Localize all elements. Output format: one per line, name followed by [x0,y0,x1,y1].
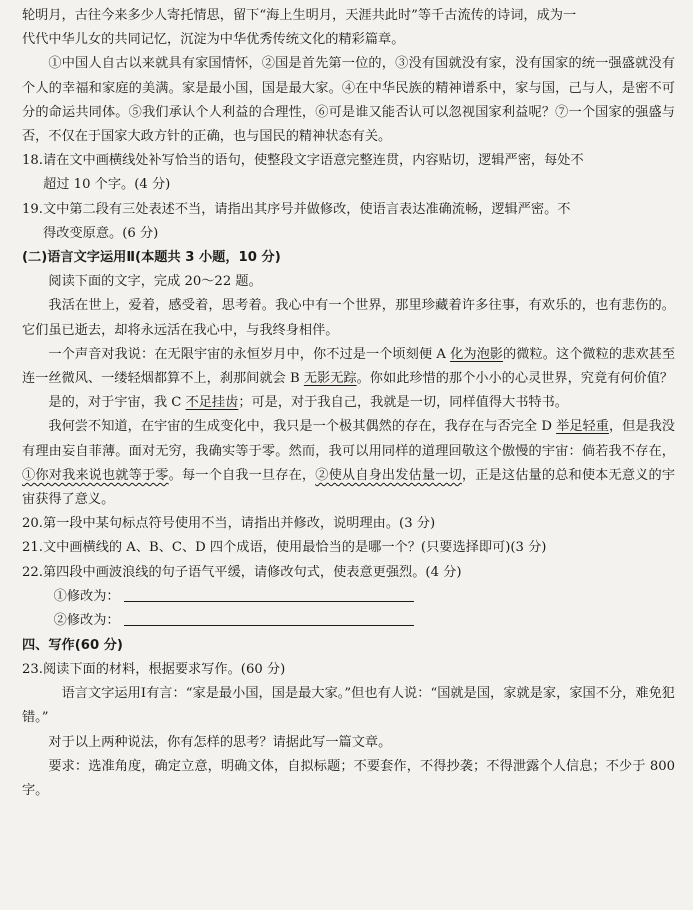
text-run: 的微粒。这个微粒的悲欢甚至连一丝微风、一缕轻烟都算不上，刹那间就会 B [22,346,676,387]
question-text: 阅读下面的材料，根据要求写作。(60 分) [42,662,286,678]
text-run: ；可是，对于我自己，我就是一切，同样值得大书特书。 [238,395,568,411]
section-4-title: 四、写作(60 分) [22,637,123,653]
passage1-paragraph2: ①中国人自古以来就具有家国情怀，②国是首先第一位的，③没有国就没有家，没有国家的统一强盛就没有个人的幸福和家庭的美满。家是最小国，国是最大家。④在中华民族的精神谱系中，家与国，己与人，是密不可分的命运共同体。⑤我们承认个人利益的合理性，⑥可是谁又能否认可以忽视国家利益呢？⑦一个国家的强盛与否，不仅在于国家大政方针的正确，也与国民的精神状态有关。 [22,56,675,145]
answer-row-2 [22,609,675,634]
passage1-line1: 轮明月，古往今来多少人寄托情思，留下“海上生明月，天涯共此时”等千古流传的诗词，成为一 [22,8,577,23]
question-20 [22,512,675,536]
idiom-c: 不足挂齿 [185,395,239,411]
question-23 [22,658,675,682]
text-run: 一个声音对我说：在无限宇宙的永恒岁月中，你不过是一个顷刻便 A [48,346,451,362]
section-2-intro: 阅读下面的文字，完成 20～22 题。 [48,274,262,290]
question-18 [22,149,675,197]
question-number: 20. [22,516,43,532]
question-22 [22,561,675,585]
question-text: 文中画横线的 A、B、C、D 四个成语，使用最恰当的是哪一个？(只要选择即可)(3 分) [42,540,547,556]
text-run: 我何尝不知道，在宇宙的生成变化中，我只是一个极其偶然的存在，我存在与否完全 D [48,419,557,435]
question-text: 文中第二段有三处表述不当，请指出其序号并做修改，使语言表达准确流畅，逻辑严密。不 [42,201,571,217]
question-text: 第四段中画波浪线的句子语气平缓，请修改句式，使表意更强烈。(4 分) [42,564,462,580]
question-text: 第一段中某句标点符号使用不当，请指出并修改，说明理由。(3 分) [42,516,436,532]
question-21 [22,536,675,560]
idiom-d: 举足轻重 [556,419,609,435]
idiom-a: 化为泡影 [450,346,504,362]
answer-label: ②修改为： [53,613,120,629]
question-text-cont: 得改变原意。(6 分) [43,225,159,241]
answer-label: ①修改为： [53,588,120,604]
passage2-paragraph1: 我活在世上，爱着，感受着，思考着。我心中有一个世界，那里珍藏着许多往事，有欢乐的，也有悲伤的。它们虽已逝去，却将永远活在我心中，与我终身相伴。 [22,298,675,338]
text-run: 。每一个自我一旦存在， [168,467,316,483]
writing-prompt: 对于以上两种说法，你有怎样的思考？请据此写一篇文章。 [48,734,392,750]
passage1-line2: 代代中华儿女的共同记忆，沉淀为中华优秀传统文化的精彩篇章。 [22,32,405,48]
question-number: 23. [22,662,43,678]
wavy-sentence-2: ②使从自身出发估量一切 [315,467,462,483]
question-text-cont: 超过 10 个字。(4 分) [43,177,171,193]
writing-material: 语言文字运用Ⅰ有言：“家是最小国，国是最大家。”但也有人说：“国就是国，家就是家，家国不分，难免犯错。” [22,686,675,726]
passage2-paragraph4 [22,415,675,512]
wavy-sentence-1: ①你对我来说也就等于零 [22,467,169,483]
passage2-paragraph2 [22,343,675,391]
question-number: 22. [22,564,43,580]
question-number: 19. [22,201,43,217]
text-run: 。你如此珍惜的那个小小的心灵世界，究竟有何价值？ [356,371,674,387]
text-run: ，正是这估量的总和使本无意义的宇宙获得了意义。 [22,467,676,508]
question-number: 21. [22,540,43,556]
question-text: 请在文中画横线处补写恰当的语句，使整段文字语意完整连贯，内容贴切，逻辑严密，每处不 [42,153,584,169]
answer-row-1 [22,585,675,610]
writing-requirement: 要求：选准角度，确定立意，明确文体，自拟标题；不要套作，不得抄袭；不得泄露个人信息；不少于 800 字。 [22,758,675,799]
idiom-b: 无影无踪 [303,371,357,387]
section-2-title: (二)语言文字运用Ⅱ(本题共 3 小题，10 分) [22,250,281,266]
answer-blank-1[interactable] [124,587,414,602]
passage2-paragraph3 [22,391,675,415]
question-19 [22,198,675,246]
answer-blank-2[interactable] [124,611,414,626]
question-number: 18. [22,153,43,169]
text-run: 是的，对于宇宙，我 C [48,395,186,411]
text-run: ，但是我没有理由妄自菲薄。面对无穷，我确实等于零。然而，我可以用同样的道理回敬这个傲慢的宇宙：倘若我不存在， [22,419,675,459]
